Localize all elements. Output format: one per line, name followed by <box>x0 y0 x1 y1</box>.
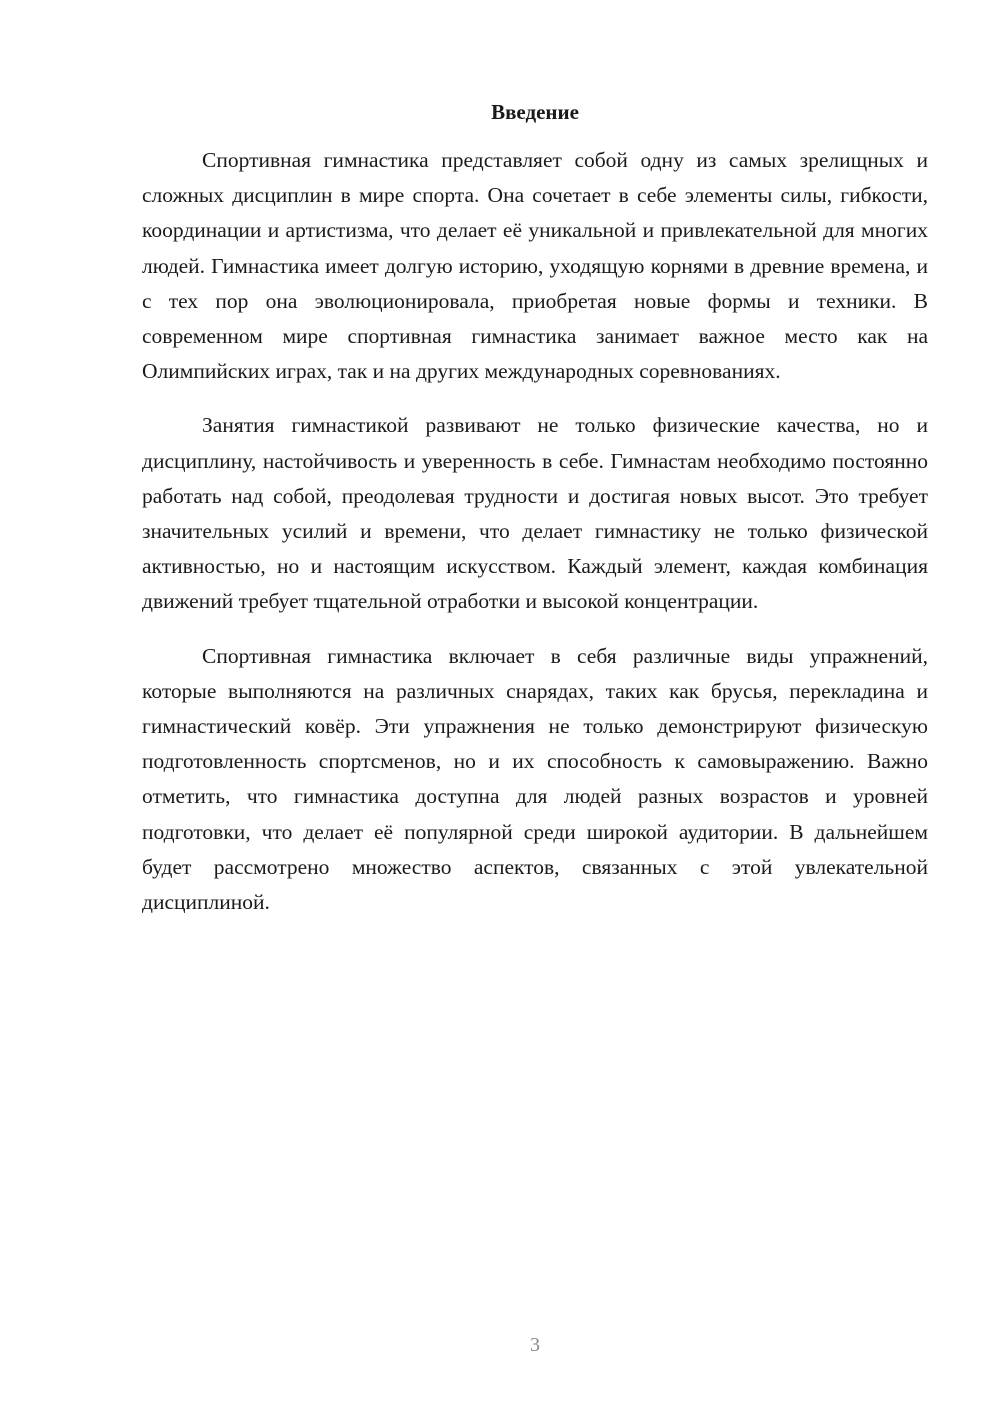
document-body <box>142 143 928 939</box>
paragraph-1: Спортивная гимнастика представляет собой одну из самых зрелищных и сложных дисциплин в мире спорта. Она сочетает в себе элементы силы, гибкости, координации и артистизма, что делает её уникальной и привлекательной для многих людей. Гимнастика имеет долгую историю, уходящую корнями в древние времена, и с тех пор она эволюционировала, приобретая новые формы и техники. В современном мире спортивная гимнастика занимает важное место как на Олимпийских играх, так и на других международных соревнованиях. <box>142 148 928 384</box>
page-number: 3 <box>530 1334 540 1356</box>
paragraph-3: Спортивная гимнастика включает в себя различные виды упражнений, которые выполняются на различных снарядах, таких как брусья, перекладина и гимнастический ковёр. Эти упражнения не только демонстрируют физическую подготовленность спортсменов, но и их способность к самовыражению. Важно отметить, что гимнастика доступна для людей разных возрастов и уровней подготовки, что делает её популярной среди широкой аудитории. В дальнейшем будет рассмотрено множество аспектов, связанных с этой увлекательной дисциплиной. <box>142 643 928 915</box>
paragraph-2: Занятия гимнастикой развивают не только физические качества, но и дисциплину, настойчивость и уверенность в себе. Гимнастам необходимо постоянно работать над собой, преодолевая трудности и достигая новых высот. Это требует значительных усилий и времени, что делает гимнастику не только физической активностью, но и настоящим искусством. Каждый элемент, каждая комбинация движений требует тщательной отработки и высокой концентрации. <box>142 413 928 614</box>
page-title: Введение <box>491 100 579 124</box>
